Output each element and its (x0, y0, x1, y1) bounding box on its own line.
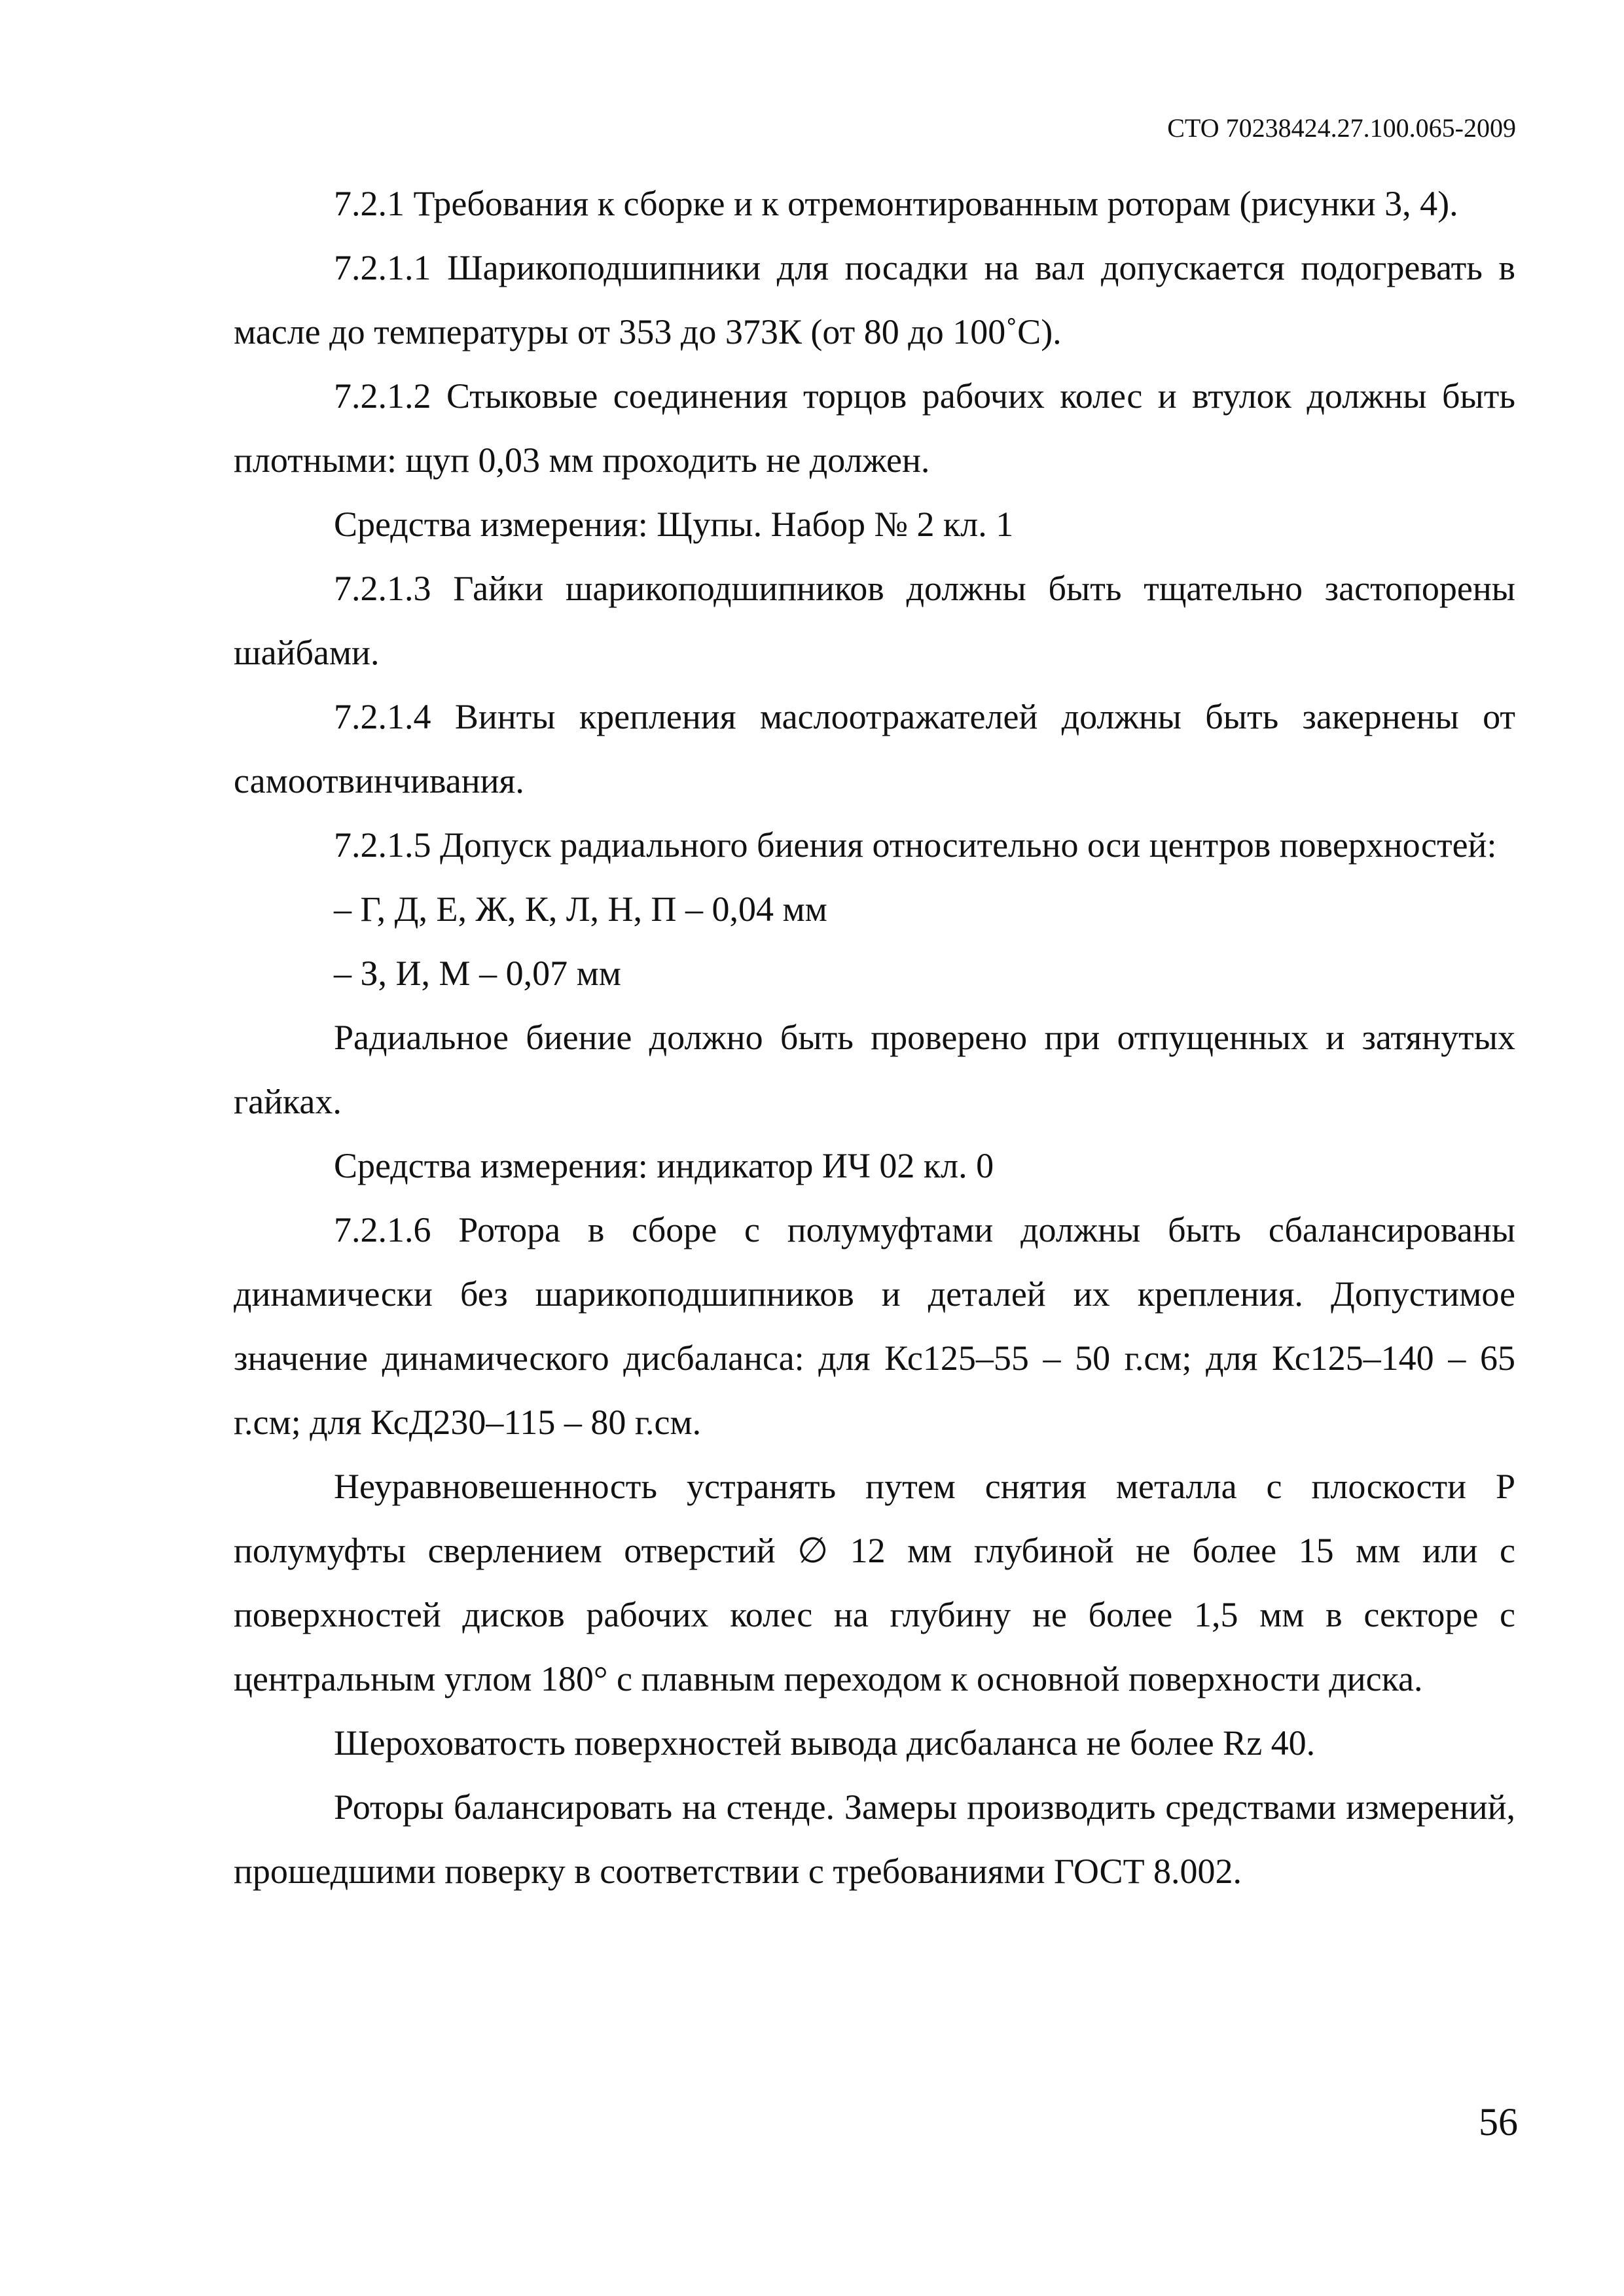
measurement-tools-feelers: Средства измерения: Щупы. Набор № 2 кл. 1 (334, 505, 1014, 544)
paragraph-7-2-1: 7.2.1 Требования к сборке и к отремонтированным роторам (рисунки 3, 4). (334, 184, 1458, 223)
balancing-stand-paragraph: Роторы балансировать на стенде. Замеры производить средствами измерений, прошедшими поверку в соответствии с требованиями ГОСТ 8.002. (234, 1787, 1515, 1891)
paragraph-7-2-1-2: 7.2.1.2 Стыковые соединения торцов рабочих колес и втулок должны быть плотными: щуп 0,03 мм проходить не должен. (234, 376, 1515, 480)
radial-runout-note: Радиальное биение должно быть проверено при отпущенных и затянутых гайках. (234, 1018, 1515, 1121)
body-text (234, 171, 1515, 1903)
paragraph-7-2-1-1: 7.2.1.1 Шарикоподшипники для посадки на вал допускается подогревать в масле до температуры от 353 до 373К (от 80 до 100˚С). (234, 248, 1515, 351)
imbalance-correction-paragraph: Неуравновешенность устранять путем снятия металла с плоскости Р полумуфты сверлением отверстий ∅ 12 мм глубиной не более 15 мм или с поверхностей дисков рабочих колес на глубину не более 1,5 мм в секторе с центральным углом 180° с плавным переходом к основной поверхности диска. (234, 1467, 1515, 1698)
paragraph-7-2-1-5: 7.2.1.5 Допуск радиального биения относительно оси центров поверхностей: (334, 825, 1497, 865)
tolerance-list-item-1: – Г, Д, Е, Ж, К, Л, Н, П – 0,04 мм (334, 889, 827, 929)
roughness-paragraph: Шероховатость поверхностей вывода дисбаланса не более Rz 40. (334, 1723, 1316, 1763)
tolerance-list-item-2: – З, И, М – 0,07 мм (334, 954, 621, 993)
page-number: 56 (1479, 2100, 1518, 2144)
paragraph-7-2-1-6: 7.2.1.6 Ротора в сборе с полумуфтами должны быть сбалансированы динамически без шарикоподшипников и деталей их крепления. Допустимое значение динамического дисбаланса: для Кс125–55 – 50 г.см; для Кс125–140 – 65 г.см; для КсД230–115 – 80 г.см. (234, 1210, 1515, 1442)
document-code-header: СТО 70238424.27.100.065-2009 (1167, 113, 1516, 143)
measurement-tools-indicator: Средства измерения: индикатор ИЧ 02 кл. 0 (334, 1146, 994, 1185)
paragraph-7-2-1-4: 7.2.1.4 Винты крепления маслоотражателей должны быть закернены от самоотвинчивания. (234, 697, 1515, 800)
paragraph-7-2-1-3: 7.2.1.3 Гайки шарикоподшипников должны быть тщательно застопорены шайбами. (234, 569, 1515, 672)
